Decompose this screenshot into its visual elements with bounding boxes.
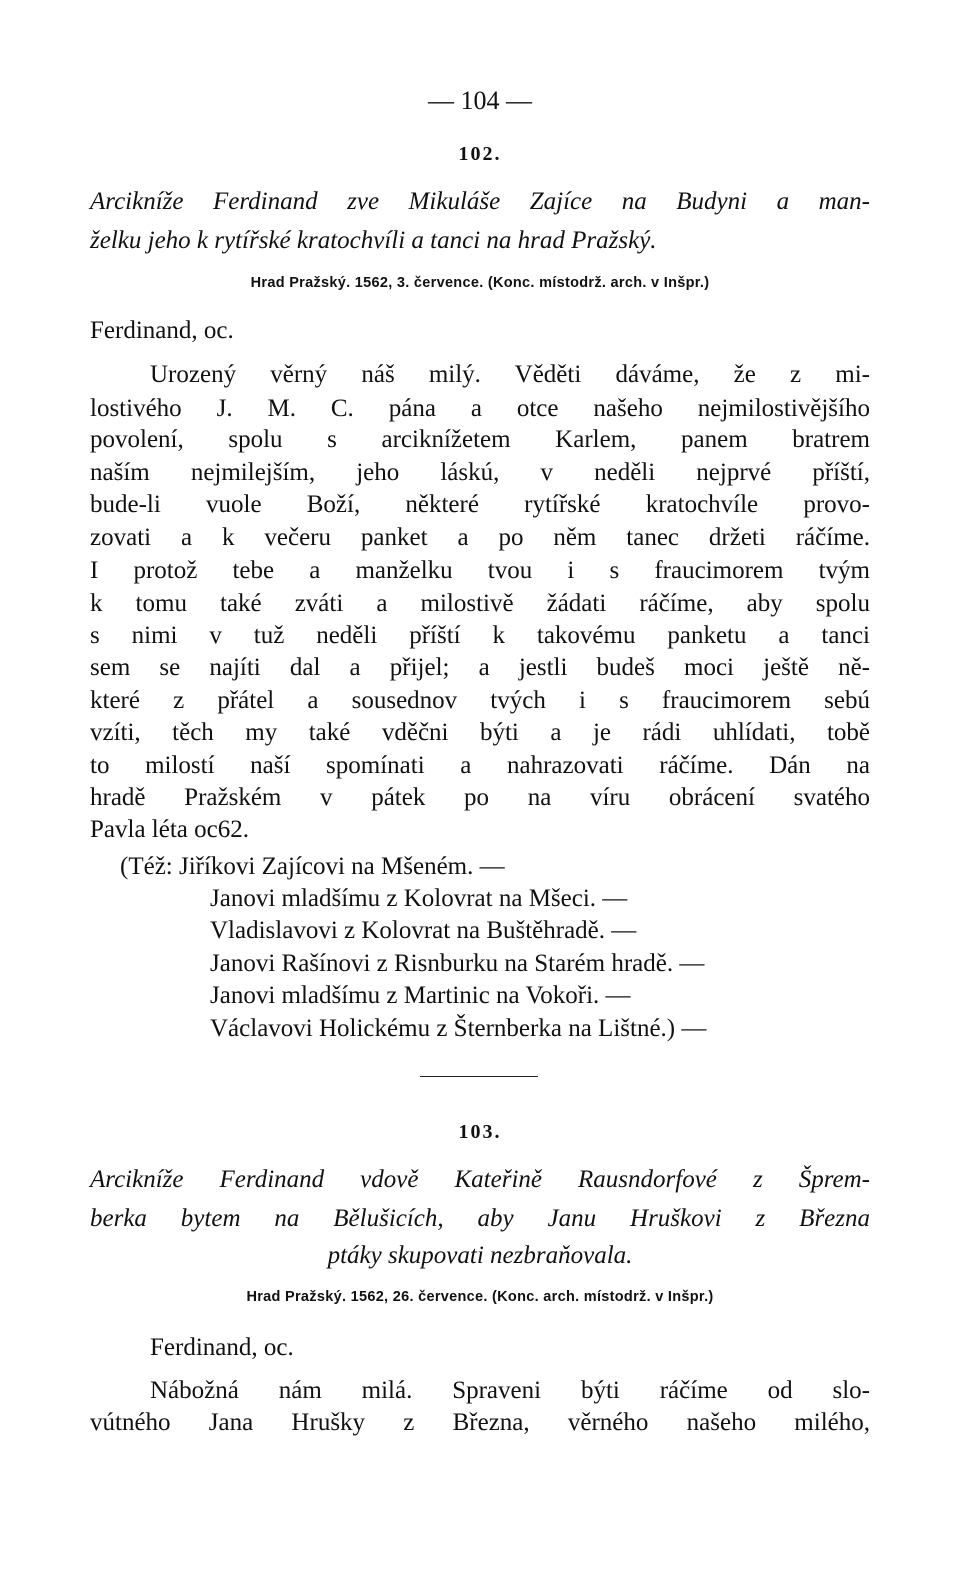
body-line-102: bude-li vuole Boží, některé rytířské kratochvíle provo- bbox=[90, 491, 870, 518]
document-title-103-line: Arcikníže Ferdinand vdově Kateřině Rausndorfové z Šprem- bbox=[90, 1166, 870, 1193]
body-line-103: Nábožná nám milá. Spraveni býti ráčíme od slo- bbox=[150, 1377, 870, 1404]
salutation-103: Ferdinand, oc. bbox=[150, 1334, 294, 1361]
document-title-102-line: Arcikníže Ferdinand zve Mikuláše Zajíce na Budyni a man- bbox=[90, 188, 870, 215]
document-meta-103: Hrad Pražský. 1562, 26. července. (Konc. arch. místodrž. v Inšpr.) bbox=[246, 1289, 714, 1305]
tez-line: Janovi mladšímu z Martinic na Vokoři. — bbox=[210, 982, 631, 1009]
document-meta-102: Hrad Pražský. 1562, 3. července. (Konc. místodrž. arch. v Inšpr.) bbox=[250, 275, 710, 291]
body-line-102: vzíti, těch my také vděčni býti a je rádi uhlídati, tobě bbox=[90, 719, 870, 746]
body-line-102: to milostí naší spomínati a nahrazovati ráčíme. Dán na bbox=[90, 752, 870, 779]
tez-line: Janovi Rašínovi z Risnburku na Starém hradě. — bbox=[210, 950, 705, 977]
tez-line: (Též: Jiříkovi Zajícovi na Mšeném. — bbox=[120, 853, 505, 880]
body-line-102: zovati a k večeru panket a po něm tanec držeti ráčíme. bbox=[90, 524, 870, 551]
body-line-102: povolení, spolu s arciknížetem Karlem, panem bratrem bbox=[90, 426, 870, 453]
body-line-102: Pavla léta oc62. bbox=[90, 816, 249, 843]
salutation-102: Ferdinand, oc. bbox=[90, 317, 234, 344]
section-divider bbox=[420, 1076, 538, 1077]
body-line-102: Urozený věrný náš milý. Věděti dáváme, že z mi- bbox=[150, 361, 870, 388]
document-number-102: 102. bbox=[458, 143, 502, 165]
document-title-102-line: želku jeho k rytířské kratochvíli a tanci na hrad Pražský. bbox=[90, 227, 657, 254]
body-line-102: hradě Pražském v pátek po na víru obrácení svatého bbox=[90, 784, 870, 811]
body-line-103: vútného Jana Hrušky z Března, věrného našeho milého, bbox=[90, 1409, 870, 1436]
body-line-102: s nimi v tuž neděli příští k takovému panketu a tanci bbox=[90, 622, 870, 649]
document-title-103-line: ptáky skupovati nezbraňovala. bbox=[327, 1242, 633, 1269]
document-number-103: 103. bbox=[458, 1121, 502, 1143]
body-line-102: které z přátel a sousednov tvých i s fraucimorem sebú bbox=[90, 687, 870, 714]
tez-line: Václavovi Holickému z Šternberka na Lištné.) — bbox=[210, 1015, 707, 1042]
body-line-102: sem se najíti dal a přijel; a jestli budeš moci ještě ně- bbox=[90, 654, 870, 681]
body-line-102: I protož tebe a manželku tvou i s fraucimorem tvým bbox=[90, 557, 870, 584]
body-line-102: naším nejmilejším, jeho láskú, v neděli nejprvé příští, bbox=[90, 459, 870, 486]
tez-line: Vladislavovi z Kolovrat na Buštěhradě. — bbox=[210, 917, 637, 944]
tez-line: Janovi mladšímu z Kolovrat na Mšeci. — bbox=[210, 885, 628, 912]
body-line-102: lostivého J. M. C. pána a otce našeho nejmilostivějšího bbox=[90, 395, 870, 422]
body-line-102: k tomu také zváti a milostivě žádati ráčíme, aby spolu bbox=[90, 590, 870, 617]
document-title-103-line: berka bytem na Bělušicích, aby Janu Hruškovi z Března bbox=[90, 1205, 870, 1232]
page-number: — 104 — bbox=[428, 86, 532, 115]
